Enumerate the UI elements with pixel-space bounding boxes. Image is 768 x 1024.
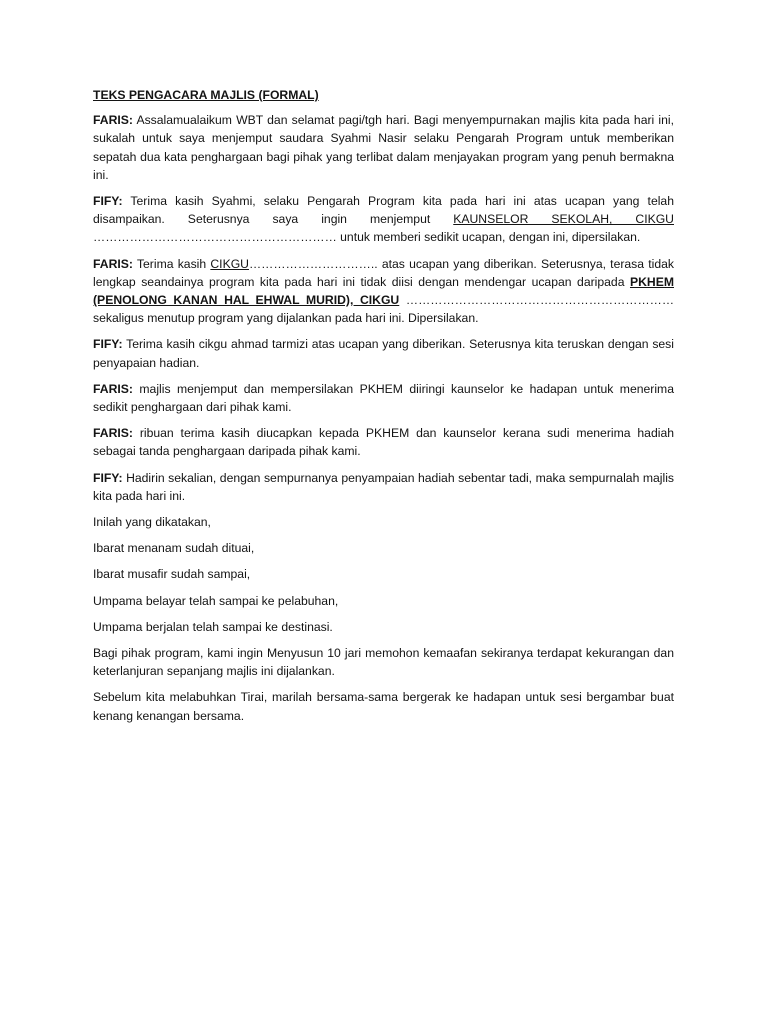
paragraph-fify-closing	[93, 469, 674, 505]
speaker-label: FIFY:	[93, 337, 123, 352]
underlined-invitee: PKHEM (PENOLONG KANAN HAL EHWAL MURID), CIKGU	[93, 274, 674, 308]
paragraph-text: Assalamualaikum WBT dan selamat pagi/tgh hari. Bagi menyempurnakan majlis kita pada hari ini, sukalah untuk saya menjemput saudara Syahmi Nasir selaku Pengarah Program untuk memberikan sepatah dua kata penghargaan bagi pihak yang terlibat dalam menjayakan program yang penuh bermakna ini.	[93, 113, 674, 182]
paragraph-text: ………………………………………………………… sekaligus menutup program yang dijalankan pada hari ini. Dipersilakan.	[93, 293, 675, 326]
speaker-label: FARIS:	[93, 256, 133, 271]
speaker-label: FARIS:	[93, 381, 133, 396]
speaker-label: FARIS:	[93, 113, 133, 128]
speaker-label: FARIS:	[93, 426, 133, 441]
paragraph-faris-opening	[93, 111, 674, 184]
speaker-label: FIFY:	[93, 194, 123, 209]
verse-line: Umpama belayar telah sampai ke pelabuhan,	[93, 593, 339, 608]
paragraph-text: Hadirin sekalian, dengan sempurnanya penyampaian hadiah sebentar tadi, maka sempurnalah majlis kita pada hari ini.	[93, 470, 674, 503]
verse-line: Ibarat musafir sudah sampai,	[93, 567, 251, 582]
document-page	[93, 86, 674, 733]
paragraph-apology: Bagi pihak program, kami ingin Menyusun 10 jari memohon kemaafan sekiranya terdapat kekurangan dan keterlanjuran sepanjang majlis ini dijalankan.	[93, 646, 674, 679]
paragraph-faris-pkhem	[93, 255, 674, 328]
paragraph-text: ………………………….. atas ucapan yang diberikan. Seterusnya, terasa tidak lengkap seandainya program kita pada hari ini tidak diisi dengan mendengar ucapan daripada	[93, 256, 675, 289]
document-title: TEKS PENGACARA MAJLIS (FORMAL)	[93, 88, 319, 102]
paragraph-text: ribuan terima kasih diucapkan kepada PKHEM dan kaunselor kerana sudi menerima hadiah sebagai tanda penghargaan daripada pihak kami.	[93, 426, 674, 459]
underlined-invitee: CIKGU	[210, 256, 249, 271]
paragraph-fify-thanks	[93, 335, 674, 371]
paragraph-text: Terima kasih Syahmi, selaku Pengarah Program kita pada hari ini atas ucapan yang telah disampaikan. Seterusnya saya ingin menjemput	[93, 194, 674, 227]
paragraph-text: majlis menjemput dan mempersilakan PKHEM diiringi kaunselor ke hadapan untuk menerima sedikit penghargaan dari pihak kami.	[93, 381, 674, 415]
paragraph-text: …………………………………………………… untuk memberi sedikit ucapan, dengan ini, dipersilakan.	[93, 230, 641, 245]
verse-line: Ibarat menanam sudah dituai,	[93, 541, 255, 556]
paragraph-photo-session: Sebelum kita melabuhkan Tirai, marilah bersama-sama bergerak ke hadapan untuk sesi bergambar buat kenang kenangan bersama.	[93, 690, 674, 723]
paragraph-text: Terima kasih cikgu ahmad tarmizi atas ucapan yang diberikan. Seterusnya kita teruskan dengan sesi penyapaian hadian.	[93, 337, 674, 370]
paragraph-faris-invite	[93, 380, 674, 416]
underlined-invitee: KAUNSELOR SEKOLAH, CIKGU	[453, 212, 674, 227]
verse-line: Umpama berjalan telah sampai ke destinasi.	[93, 619, 333, 634]
verse-line: Inilah yang dikatakan,	[93, 515, 211, 530]
speaker-label: FIFY:	[93, 470, 123, 485]
paragraph-faris-thanks	[93, 424, 674, 460]
paragraph-fify-kaunselor	[93, 192, 674, 247]
paragraph-text: Terima kasih	[132, 256, 211, 271]
